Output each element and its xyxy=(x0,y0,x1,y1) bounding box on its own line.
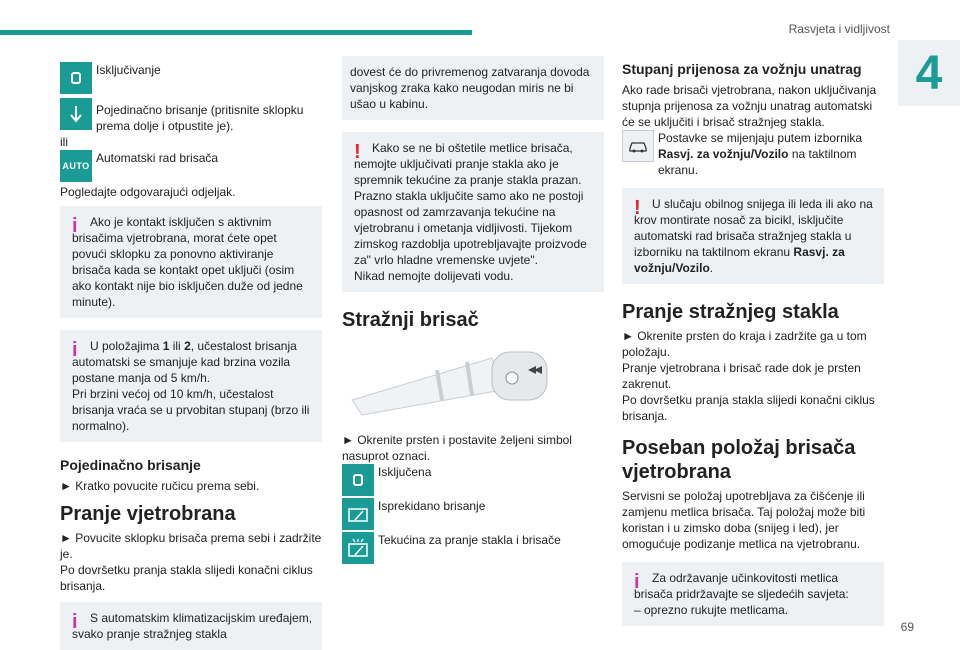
wiper-off-item xyxy=(60,62,322,94)
info-note-4 xyxy=(622,562,884,626)
heading-windscreen-wash: Pranje vjetrobrana xyxy=(60,503,236,525)
rear-wash-text-2: Pranje vjetrobrana i brisač rade dok je prsten zakrenut. xyxy=(622,361,861,391)
rear-wash-text-3: Po dovršetku pranja stakla slijedi konačni ciklus brisanja. xyxy=(622,393,875,423)
info-note-3-text: S automatskim klimatizacijskim uređajem, svako pranje stražnjeg stakla xyxy=(72,611,313,641)
warning-icon: ! xyxy=(354,141,361,163)
rear-intermittent-label: Isprekidano brisanje xyxy=(378,499,486,513)
rear-off-item xyxy=(342,464,604,496)
chapter-number: 4 xyxy=(898,40,960,106)
info-icon: i xyxy=(72,611,78,633)
reverse-text-1: Ako rade brisači vjetrobrana, nakon uključivanja stupnja prijenosa za vožnju unatrag automatski će se uključiti i brisač stražnjeg stakla. xyxy=(622,83,877,129)
info-note-2-text-2: Pri brzini većoj od 10 km/h, učestalost brisanja vraća se u prvobitan stupanj (brzo ili normalno). xyxy=(72,387,310,433)
rear-wiper-stalk-illustration xyxy=(342,340,552,420)
info-note-3-continued-text: dovest će do privremenog zatvaranja dovoda vanjskog zraka kako neugodan miris ne bi ušao u kabinu. xyxy=(350,65,590,111)
rear-intermittent-item xyxy=(342,498,604,530)
warning-note-1 xyxy=(342,132,604,292)
heading-reverse-gear: Stupanj prijenosa za vožnju unatrag xyxy=(622,61,862,77)
single-wipe-text: ► Kratko povucite ručicu prema sebi. xyxy=(60,479,260,493)
rear-off-label: Isključena xyxy=(378,465,432,479)
warning-note-1-text: Kako se ne bi oštetile metlice brisača, nemojte uključivati pranje stakla ako je spremnik tekućine za pranje stakla prazan. Prazno stakla uključite samo ako ne postoji opasnost od zamrzavanja tekućine na vjetrobranu i ometanja vidljivosti. Tijekom zimskog razdoblja upotrebljavajte proizvode za" vrlo hladne vremenske uvjete". xyxy=(354,141,587,267)
wash-text-2: Po dovršetku pranja stakla slijedi konačni ciklus brisanja. xyxy=(60,563,313,593)
info-note-1-text: Ako je kontakt isključen s aktivnim brisačima vjetrobrana, morat ćete opet povući sklopku za ponovno aktiviranje brisača kada se kontakt opet uključi (osim ako kontakt nije bio isključen duže od jedne minute). xyxy=(72,215,303,309)
auto-wipe-item xyxy=(60,150,322,182)
rear-wash-icon xyxy=(342,532,374,564)
info-note-4-text: Za održavanje učinkovitosti metlica brisača pridržavajte se sljedećih savjeta: xyxy=(634,571,849,601)
warning-icon: ! xyxy=(634,197,641,219)
heading-special-position: Poseban položaj brisača vjetrobrana xyxy=(622,437,856,483)
reverse-settings-text: Postavke se mijenjaju putem izbornika Rasvj. za vožnju/Vozilo na taktilnom ekranu. xyxy=(658,131,863,177)
auto-wipe-label: Automatski rad brisača xyxy=(96,151,219,165)
zero-icon xyxy=(60,62,92,94)
see-section-text: Pogledajte odgovarajući odjeljak. xyxy=(60,185,236,199)
auto-icon: AUTO xyxy=(60,150,92,182)
rear-wash-label: Tekućina za pranje stakla i brisače xyxy=(378,533,561,547)
single-wipe-item xyxy=(60,98,322,134)
warning-note-2-text: U slučaju obilnog snijega ili leda ili ako na krov montirate nosač za bicikl, isključite automatski rad brisača stražnjeg stakla u izborniku na taktilnom ekranu Rasvj. za vožnju/Vozilo. xyxy=(634,197,873,275)
info-icon: i xyxy=(72,339,78,361)
car-settings-icon xyxy=(622,130,654,162)
heading-rear-wiper: Stražnji brisač xyxy=(342,309,479,331)
info-icon: i xyxy=(634,571,640,593)
header-accent-bar xyxy=(0,30,472,35)
zero-icon xyxy=(342,464,374,496)
heading-rear-window-wash: Pranje stražnjeg stakla xyxy=(622,301,839,323)
rear-wash-text-1: ► Okrenite prsten do kraja i zadržite ga u tom položaju. xyxy=(622,329,867,359)
column-1 xyxy=(60,56,322,650)
info-note-2 xyxy=(60,330,322,442)
single-wipe-label: Pojedinačno brisanje (pritisnite sklopku prema dolje i otpustite je). xyxy=(96,103,304,133)
warning-note-2 xyxy=(622,188,884,284)
info-note-3 xyxy=(60,602,322,650)
info-note-1 xyxy=(60,206,322,318)
running-title: Rasvjeta i vidljivost xyxy=(788,22,890,36)
page-number: 69 xyxy=(900,620,914,634)
special-position-text: Servisni se položaj upotrebljava za čišćenje ili zamjenu metlica brisača. Taj položaj može biti koristan i u zimsko doba (snijeg i led), jer omogućuje podizanje metlica na vjetrobranu. xyxy=(622,489,866,551)
wiper-off-label: Isključivanje xyxy=(96,63,161,77)
info-icon: i xyxy=(72,215,78,237)
column-2 xyxy=(342,56,604,564)
rear-wash-item xyxy=(342,532,604,564)
info-note-3-continued xyxy=(342,56,604,120)
info-note-2-text: U položajima 1 ili 2, učestalost brisanja automatski se smanjuje kad brzina vozila postane manja od 5 km/h. xyxy=(72,339,297,385)
reverse-settings-item xyxy=(622,130,884,178)
wash-text-1: ► Povucite sklopku brisača prema sebi i zadržite je. xyxy=(60,531,322,561)
arrow-down-icon xyxy=(60,98,92,130)
warning-note-1-last: Nikad nemojte dolijevati vodu. xyxy=(354,269,514,283)
info-note-4-item: – oprezno rukujte metlicama. xyxy=(634,603,789,617)
heading-single-wipe: Pojedinačno brisanje xyxy=(60,457,201,473)
rear-wiper-text: ► Okrenite prsten i postavite željeni simbol nasuprot oznaci. xyxy=(342,433,572,463)
column-3 xyxy=(622,56,884,626)
rear-wipe-intermittent-icon xyxy=(342,498,374,530)
or-text: ili xyxy=(60,135,68,149)
